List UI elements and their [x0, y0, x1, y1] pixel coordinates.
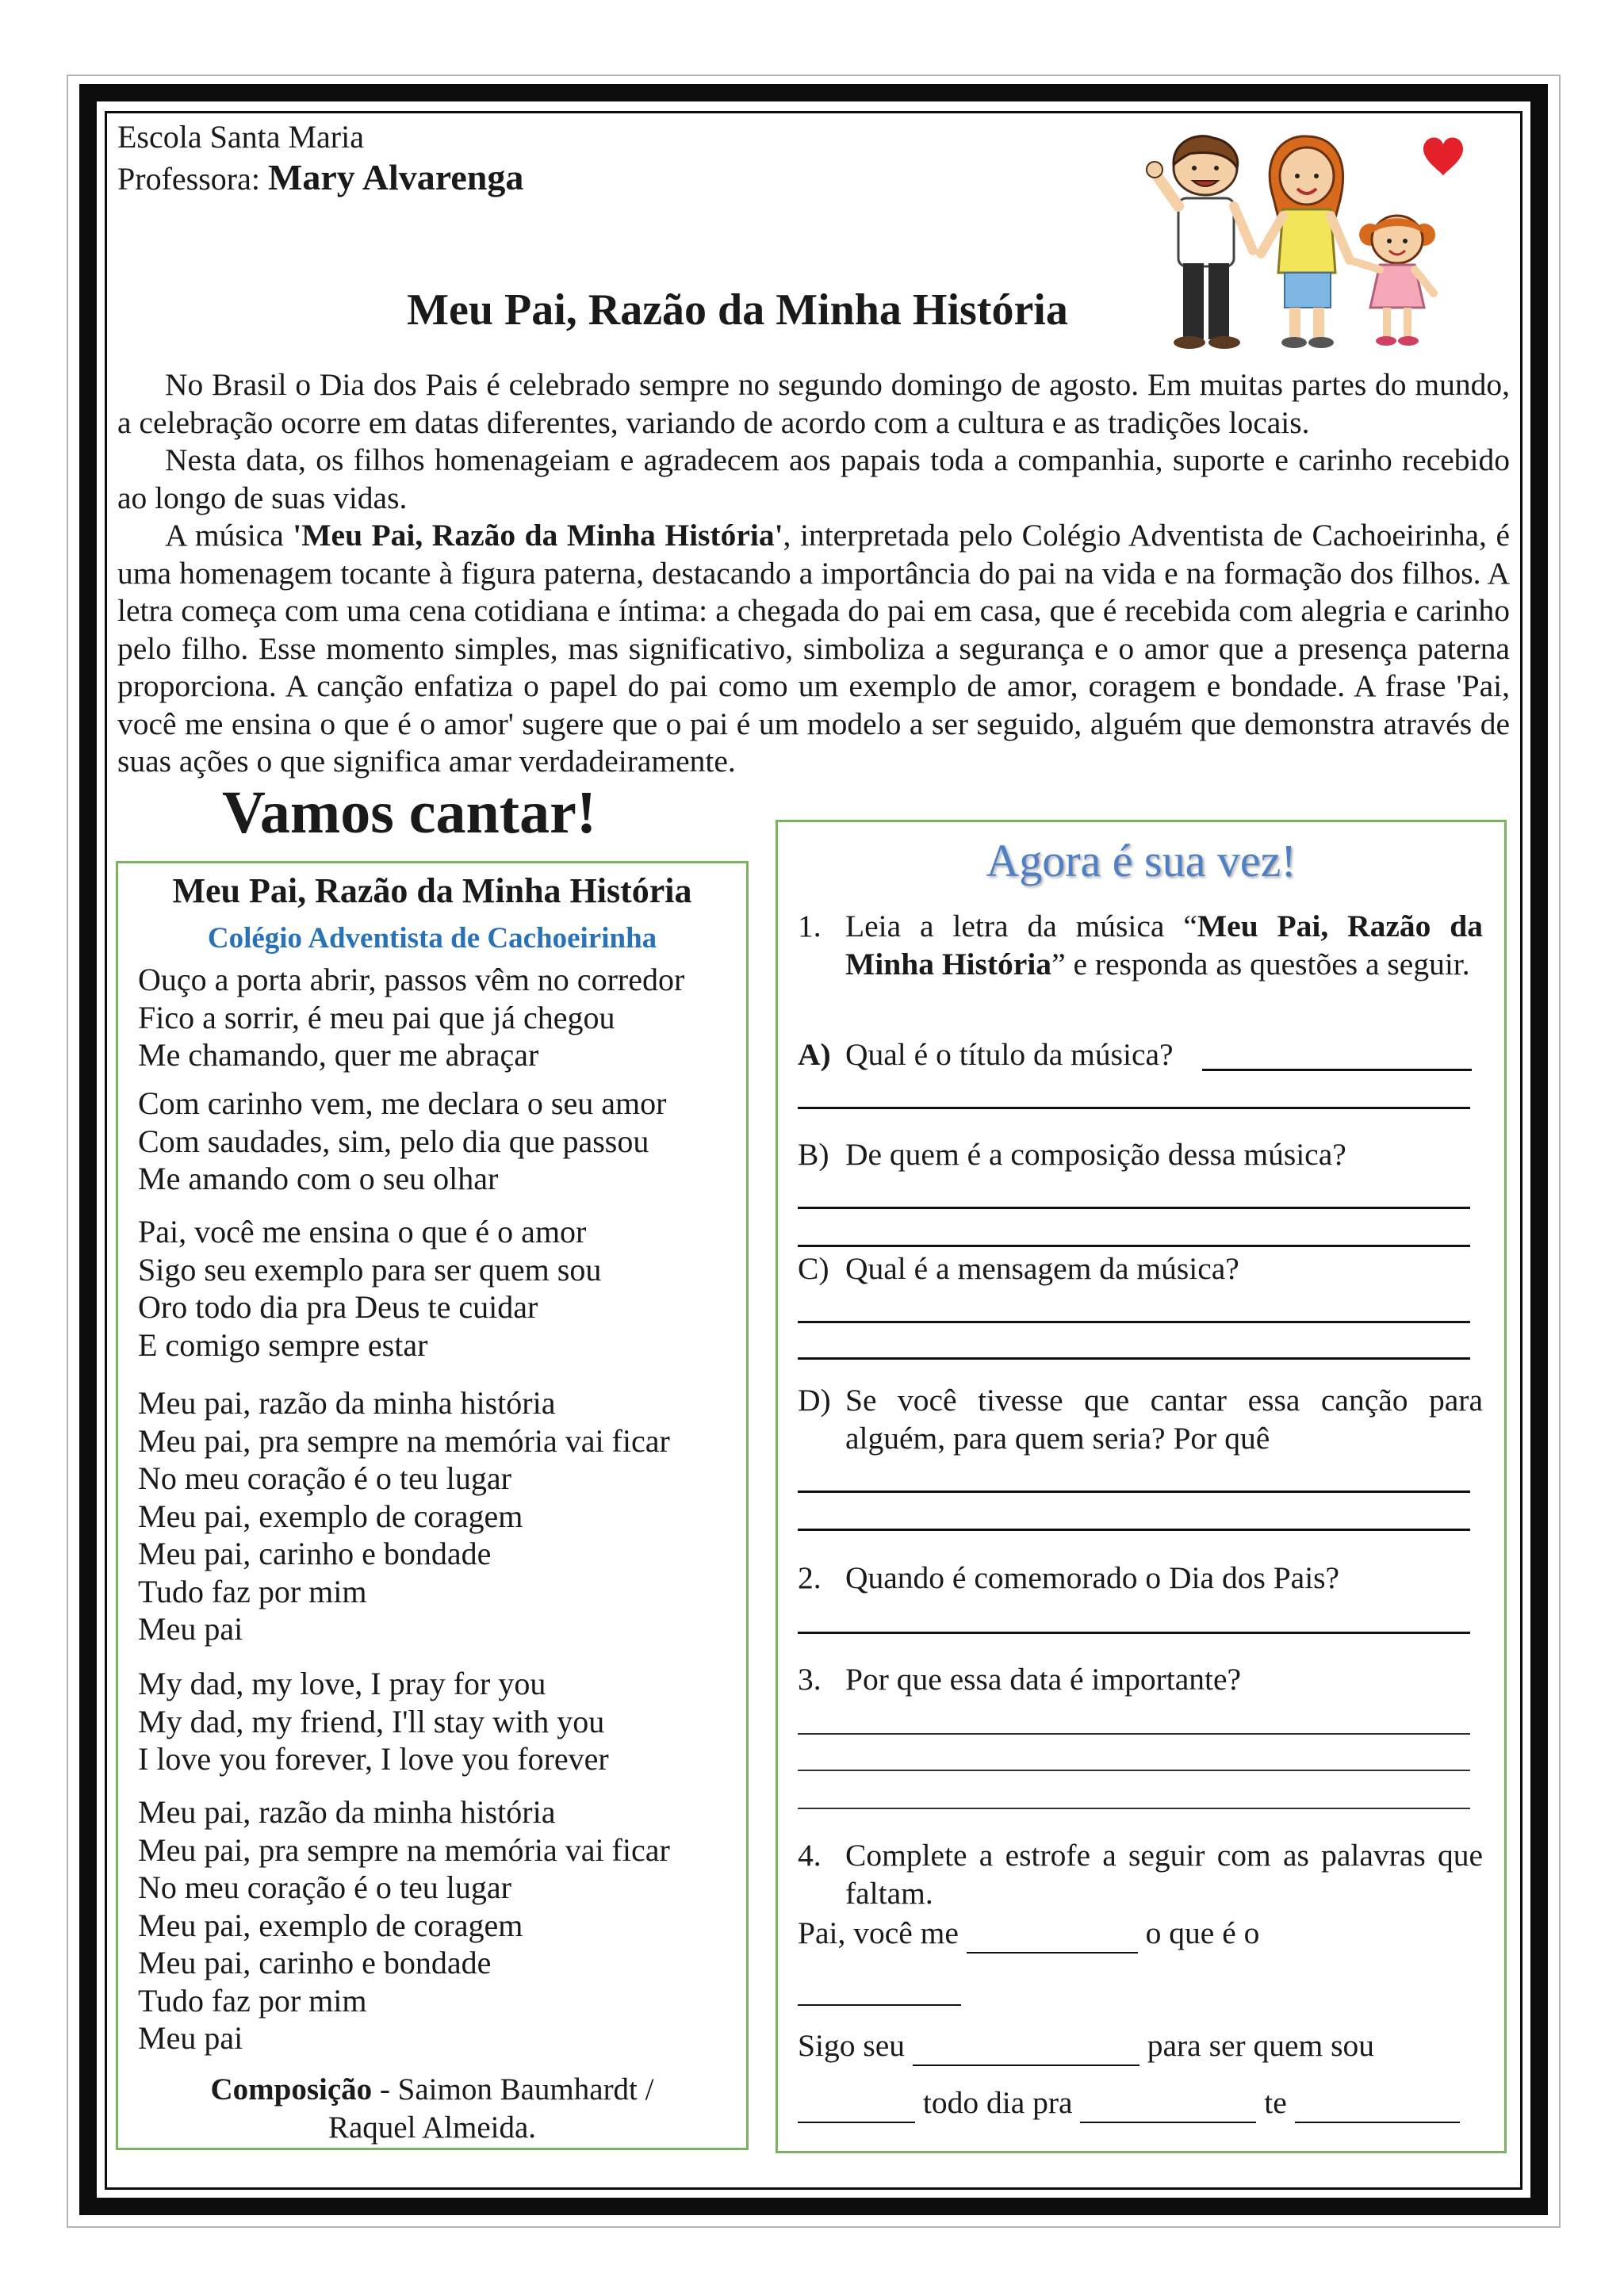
question-2-text: Quando é comemorado o Dia dos Pais? — [845, 1560, 1340, 1595]
lyric-line: E comigo sempre estar — [138, 1326, 428, 1363]
lyric-line: Me chamando, quer me abraçar — [138, 1037, 539, 1073]
lyric-line: Meu pai, pra sempre na memória vai ficar — [138, 1422, 670, 1459]
q1-text-end: ” e responda as questões a seguir. — [1051, 947, 1470, 982]
lyric-line: Pai, você me ensina o que é o amor — [138, 1214, 587, 1249]
question-b-label: B) — [798, 1137, 829, 1172]
lyric-line: Meu pai — [138, 2020, 243, 2056]
teacher-label: Professora: — [117, 161, 260, 197]
fill-text: o que é o — [1137, 1915, 1260, 1950]
lyric-line: No meu coração é o teu lugar — [138, 1460, 511, 1496]
fill-text: Pai, você me — [798, 1915, 967, 1950]
question-3-number: 3. — [798, 1662, 822, 1697]
answer-line[interactable] — [798, 1207, 1470, 1209]
intro-paragraph-2: Nesta data, os filhos homenageiam e agradecem aos papais toda a companhia, suporte e carinho recebido ao longo de suas vidas. — [117, 442, 1510, 515]
blank[interactable] — [798, 1966, 961, 2006]
answer-line[interactable] — [798, 1733, 1470, 1735]
question-c-label: C) — [798, 1251, 829, 1286]
blank[interactable] — [967, 1914, 1138, 1954]
song-artist: Colégio Adventista de Cachoeirinha — [207, 922, 657, 955]
lyric-line: Tudo faz por mim — [138, 1982, 367, 2019]
question-2-number: 2. — [798, 1560, 822, 1595]
q1-song-name: Meu Pai, Razão da Minha História — [845, 909, 1483, 982]
lyric-line: Meu pai, carinho e bondade — [138, 1536, 492, 1571]
lyric-line: Sigo seu exemplo para ser quem sou — [138, 1251, 602, 1288]
child-figure — [1354, 216, 1435, 346]
mother-figure — [1261, 136, 1350, 348]
question-a-label: A) — [798, 1037, 831, 1072]
answer-line[interactable] — [798, 1632, 1470, 1634]
fill-text: te — [1256, 2085, 1295, 2120]
lyrics-stanza — [138, 1213, 601, 1364]
lyric-line: Meu pai, pra sempre na memória vai ficar — [138, 1831, 670, 1868]
lyric-line: Fico a sorrir, é meu pai que já chegou — [138, 999, 615, 1035]
lyrics-stanza — [138, 1384, 670, 1648]
fill-line-2 — [798, 1966, 961, 2006]
intro-text — [117, 366, 1510, 781]
intro-paragraph-3 — [117, 517, 1510, 781]
fill-line-4 — [798, 2084, 1460, 2123]
lyric-line: Meu pai, razão da minha história — [138, 1385, 556, 1421]
blank[interactable] — [1295, 2084, 1460, 2123]
lyric-line: Me amando com o seu olhar — [138, 1161, 499, 1196]
question-a-text: Qual é o título da música? — [845, 1037, 1174, 1072]
question-b-text: De quem é a composição dessa música? — [845, 1137, 1346, 1172]
school-name: Escola Santa Maria — [117, 119, 364, 155]
lyric-line: Com carinho vem, me declara o seu amor — [138, 1085, 667, 1121]
lyric-line: Meu pai — [138, 1611, 243, 1647]
fill-text: para ser quem sou — [1139, 2028, 1375, 2063]
lyric-line: Com saudades, sim, pelo dia que passou — [138, 1123, 649, 1159]
question-c-text: Qual é a mensagem da música? — [845, 1251, 1239, 1286]
lyric-line: Oro todo dia pra Deus te cuidar — [138, 1289, 538, 1325]
lyric-line: Meu pai, exemplo de coragem — [138, 1907, 523, 1943]
composer-names-2: Raquel Almeida. — [327, 2110, 537, 2145]
question-1-text — [845, 907, 1483, 983]
lyric-line: My dad, my love, I pray for you — [138, 1666, 546, 1701]
answer-line[interactable] — [798, 1245, 1470, 1247]
teacher-name: Mary Alvarenga — [267, 157, 524, 197]
answer-line[interactable] — [798, 1321, 1470, 1323]
activity-title: Agora é sua vez! — [986, 835, 1297, 886]
fill-text: Sigo seu — [798, 2028, 913, 2063]
lyric-line: Meu pai, exemplo de coragem — [138, 1498, 523, 1534]
lyrics-stanza — [138, 961, 684, 1074]
sing-heading: Vamos cantar! — [222, 779, 597, 846]
composer-names: - Saimon Baumhardt / — [372, 2072, 654, 2107]
question-3-text: Por que essa data é importante? — [845, 1662, 1242, 1697]
intro-paragraph-1: No Brasil o Dia dos Pais é celebrado sempre no segundo domingo de agosto. Em muitas partes do mundo, a celebração ocorre em datas diferentes, variando de acordo com a cultura e as tradições locais. — [117, 367, 1510, 440]
answer-line[interactable] — [798, 1107, 1470, 1109]
song-composer — [116, 2071, 749, 2147]
fill-line-1 — [798, 1914, 1259, 1954]
question-4-number: 4. — [798, 1838, 822, 1873]
answer-line[interactable] — [798, 1490, 1470, 1493]
answer-line[interactable] — [798, 1808, 1470, 1809]
fill-line-3 — [798, 2026, 1374, 2066]
page-title: Meu Pai, Razão da Minha História — [407, 285, 1068, 335]
lyric-line: No meu coração é o teu lugar — [138, 1869, 511, 1905]
heart-icon — [1423, 137, 1463, 176]
q1-text-start: Leia a letra da música “ — [845, 909, 1197, 943]
lyric-line: I love you forever, I love you forever — [138, 1741, 609, 1777]
answer-line[interactable] — [1202, 1069, 1472, 1071]
question-4-text: Complete a estrofe a seguir com as palavras que faltam. — [845, 1838, 1483, 1911]
fill-text: todo dia pra — [915, 2085, 1081, 2120]
answer-line[interactable] — [798, 1770, 1470, 1771]
lyric-line: My dad, my friend, I'll stay with you — [138, 1703, 605, 1739]
composer-label: Composição — [210, 2072, 373, 2107]
lyrics-stanza — [138, 1665, 609, 1778]
intro-p3-song-name: 'Meu Pai, Razão da Minha História' — [293, 518, 783, 553]
question-d-label: D) — [798, 1383, 831, 1418]
question-1-number: 1. — [798, 909, 822, 943]
lyric-line: Meu pai, razão da minha história — [138, 1794, 556, 1830]
blank[interactable] — [798, 2084, 915, 2123]
answer-line[interactable] — [798, 1529, 1470, 1531]
lyric-line: Tudo faz por mim — [138, 1573, 367, 1609]
blank[interactable] — [1080, 2084, 1256, 2123]
intro-p3-start: A música — [165, 518, 293, 553]
lyric-line: Ouço a porta abrir, passos vêm no corredor — [138, 962, 685, 997]
answer-line[interactable] — [798, 1357, 1470, 1360]
lyrics-stanza — [138, 1085, 666, 1198]
teacher-line — [117, 157, 523, 200]
lyrics-stanza — [138, 1793, 670, 2057]
question-d-text: Se você tivesse que cantar essa canção para alguém, para quem seria? Por quê — [845, 1383, 1483, 1456]
intro-p3-rest: , interpretada pelo Colégio Adventista de Cachoeirinha, é uma homenagem tocante à figura paterna, destacando a importância do pai na vida e na formação dos filhos. A letra começa com uma cena cotidiana e íntima: a chegada do pai em casa, que é recebida com alegria e carinho pelo filho. Esse momento simples, mas significativo, simboliza a segurança e o amor que a presença paterna proporciona. A canção enfatiza o papel do pai como um exemplo de amor, coragem e bondade. A frase 'Pai, você me ensina o que é o amor' sugere que o pai é um modelo a ser seguido, alguém que demonstra através de suas ações o que significa amar verdadeiramente. — [117, 518, 1510, 779]
lyric-line: Meu pai, carinho e bondade — [138, 1945, 492, 1980]
song-title: Meu Pai, Razão da Minha História — [172, 871, 692, 910]
blank[interactable] — [913, 2026, 1139, 2066]
